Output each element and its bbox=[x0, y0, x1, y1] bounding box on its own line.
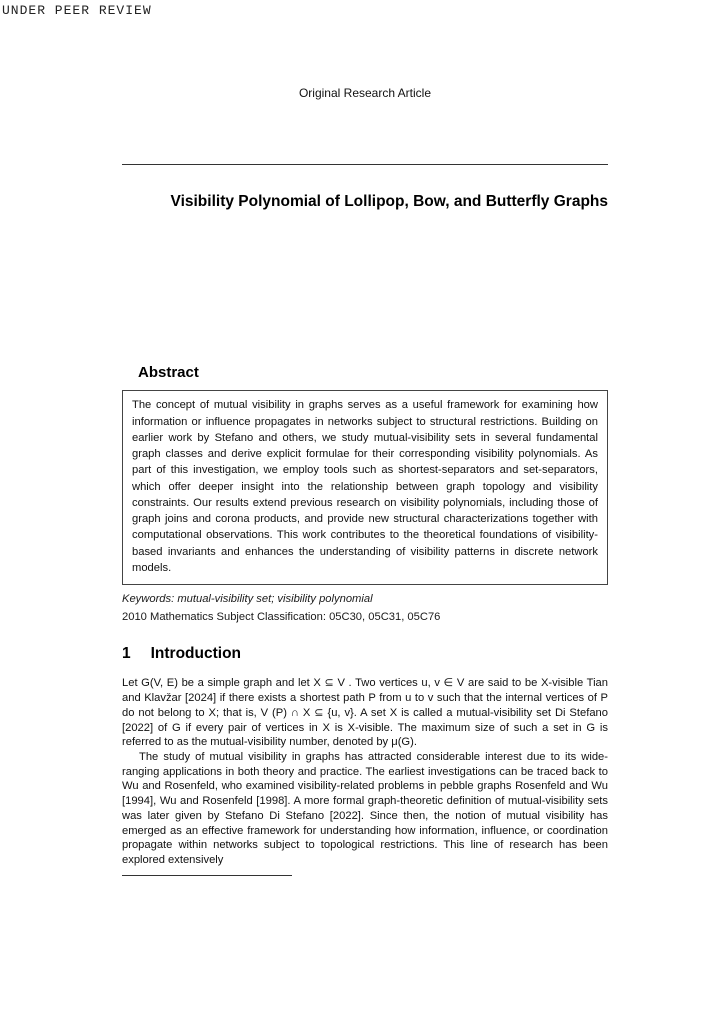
article-type-label: Original Research Article bbox=[298, 86, 432, 100]
intro-paragraph-1: Let G(V, E) be a simple graph and let X ⊆ V . Two vertices u, v ∈ V are said to be X-visible Tian and Klavžar [2024] if there exists a shortest path P from u to v such that the internal vertices of P do not belong to X; that is, V (P) ∩ X ⊆ {u, v}. A set X is called a mutual-visibility set Di Stefano [2022] of G if every pair of vertices in X is X-visible. The maximum size of such a set in G is referred to as the mutual-visibility number, denoted by μ(G). bbox=[122, 677, 608, 749]
page-content bbox=[122, 0, 608, 884]
abstract-box bbox=[122, 390, 608, 585]
introduction-section-heading bbox=[122, 645, 608, 663]
abstract-heading: Abstract bbox=[138, 364, 199, 382]
paper-title: Visibility Polynomial of Lollipop, Bow, and Butterfly Graphs bbox=[170, 193, 608, 210]
header-divider-rule bbox=[122, 164, 608, 165]
intro-paragraph-2: The study of mutual visibility in graphs has attracted considerable interest due to its wide-ranging applications in both theory and practice. The earliest investigations can be traced back to Wu and Rosenfeld, who examined visibility-related problems in pebble graphs Rosenfeld and Wu [1994], Wu and Rosenfeld [1998]. A more formal graph-theoretic definition of mutual-visibility sets was later given by Stefano Di Stefano [2022]. Since then, the notion of mutual visibility has emerged as an effective framework for understanding how information, influence, or coordination propagate within networks subject to topological restrictions. This line of research has been explored extensively bbox=[122, 750, 608, 866]
peer-review-watermark: UNDER PEER REVIEW bbox=[2, 3, 152, 18]
section-number: 1 bbox=[122, 645, 131, 663]
footnote-rule bbox=[122, 875, 292, 876]
msc-classification-line: 2010 Mathematics Subject Classification: 05C30, 05C31, 05C76 bbox=[122, 610, 441, 623]
abstract-text: The concept of mutual visibility in graphs serves as a useful framework for examining how information or influence propagates in networks subject to structural restrictions. Building on earlier work by Stefano and others, we study mutual-visibility sets in several fundamental graph classes and derive explicit formulae for their corresponding visibility polynomials. As part of this investigation, we employ tools such as shortest-separators and set-separators, which offer deeper insight into the relationship between graph topology and visibility constraints. Our results extend previous research on visibility polynomials, including those of graph joins and corona products, and provide new structural characterizations together with computational observations. This work contributes to the theoretical foundations of visibility-based invariants and enhances the understanding of visibility patterns in discrete network models. bbox=[132, 399, 598, 574]
section-title: Introduction bbox=[150, 645, 242, 663]
keywords-line: Keywords: mutual-visibility set; visibility polynomial bbox=[122, 593, 373, 606]
